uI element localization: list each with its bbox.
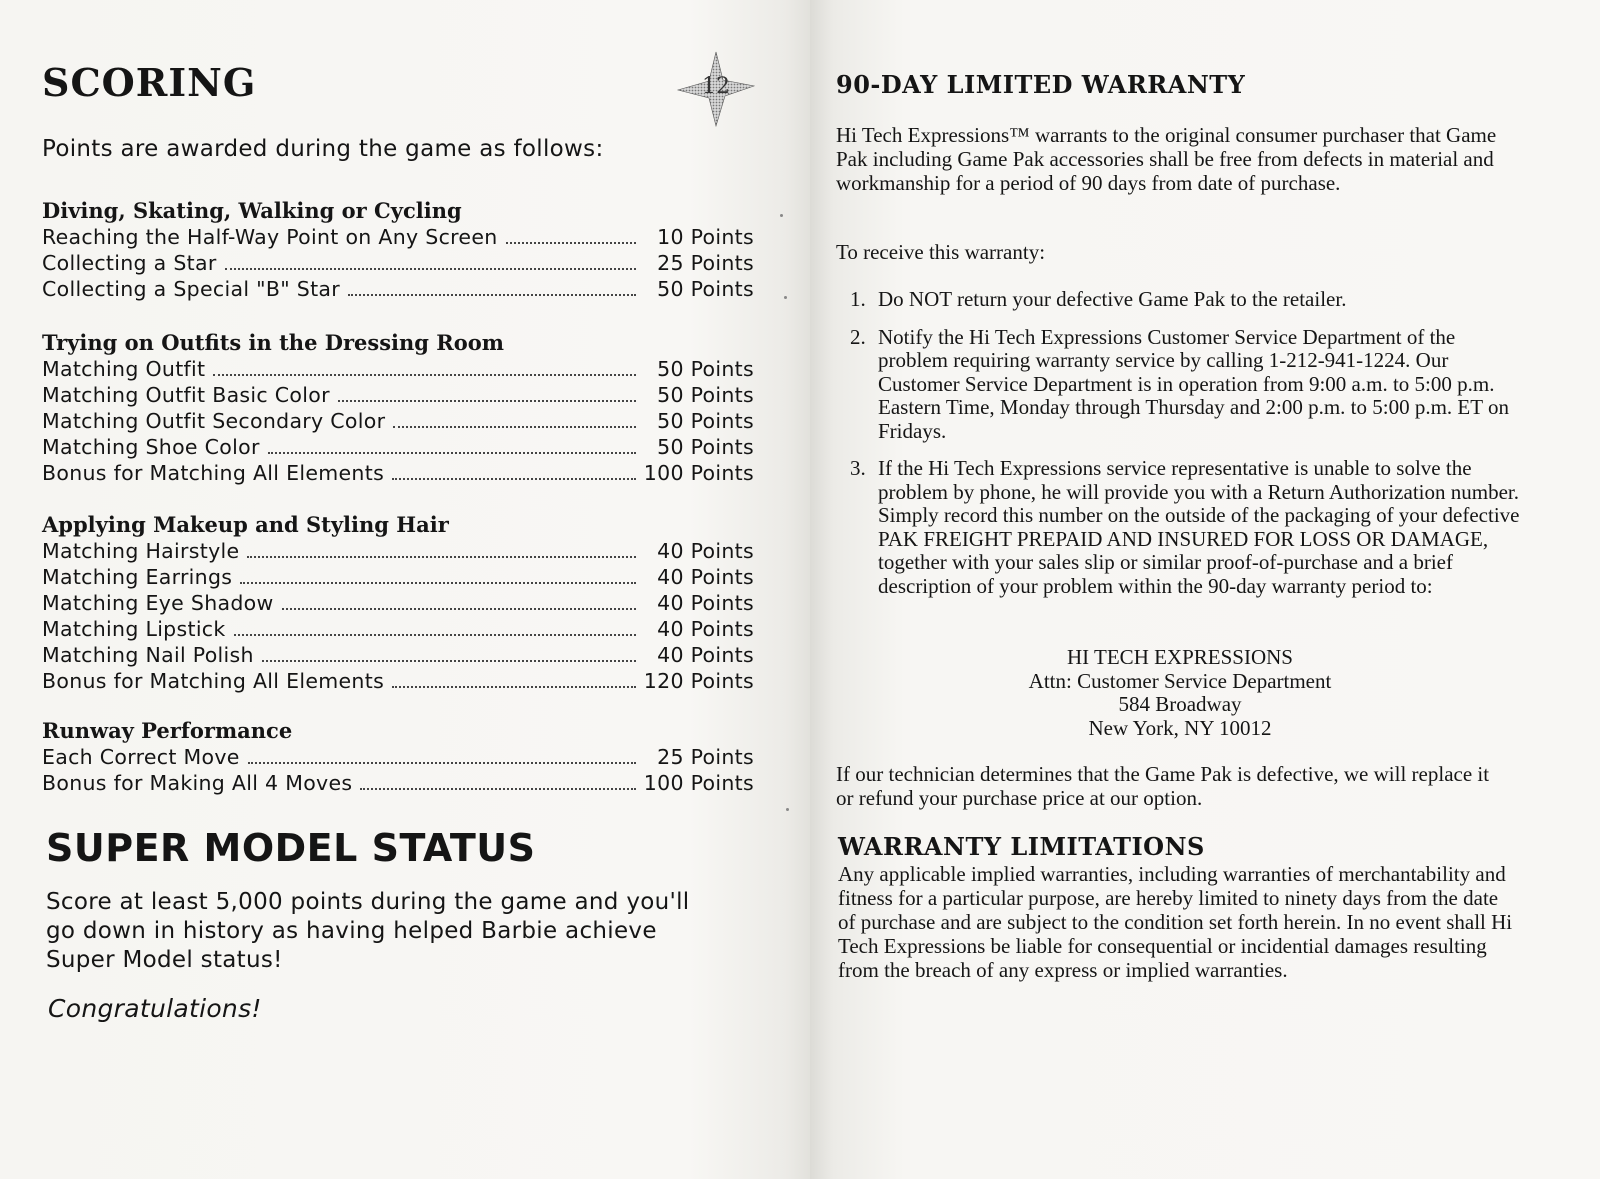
score-points: 50 Points — [657, 357, 754, 381]
score-label: Matching Outfit Basic Color — [42, 383, 330, 407]
dot-leader — [392, 478, 636, 480]
warranty-step — [850, 457, 1530, 598]
page-number: 12 — [702, 74, 730, 99]
replace-text: If our technician determines that the Game Pak is defective, we will replace it or refund your purchase price at our option. — [836, 762, 1490, 810]
score-label: Matching Nail Polish — [42, 643, 254, 667]
score-row — [42, 616, 754, 642]
scoring-intro: Points are awarded during the game as follows: — [42, 136, 604, 162]
warranty-limitations-text: Any applicable implied warranties, including warranties of merchantability and fitness for a particular purpose, are hereby limited to ninety days from the date of purchase and are subject to the condition set forth herein. In no event shall Hi Tech Expressions be liable for consequential or incidential damages resulting from the breach of any express or implied warranties. — [838, 862, 1513, 982]
scoring-title: SCORING — [42, 60, 257, 105]
warranty-limitations-title: WARRANTY LIMITATIONS — [838, 832, 1205, 861]
warranty-step — [850, 288, 1530, 312]
score-points: 40 Points — [657, 591, 754, 615]
score-label: Collecting a Special "B" Star — [42, 277, 341, 301]
print-mark — [786, 808, 789, 811]
dot-leader — [234, 634, 636, 636]
mailing-address — [980, 646, 1380, 740]
section-dressing-room — [42, 330, 754, 486]
address-line: 584 Broadway — [1118, 692, 1242, 716]
step-text: Notify the Hi Tech Expressions Customer Service Department of the problem requiring warranty service by calling 1-212-941-1224. Our Customer Service Department is in operation from 9:00 a.m. to 5:00 p.m. Eastern Time, Monday through Thursday and 2:00 p.m. to 5:00 p.m. ET on Fridays. — [878, 324, 1509, 443]
dot-leader — [262, 660, 636, 662]
dot-leader — [213, 374, 636, 376]
step-number: 3. — [850, 456, 866, 480]
score-label: Collecting a Star — [42, 251, 217, 275]
score-label: Matching Hairstyle — [42, 539, 240, 563]
section-makeup-hair — [42, 512, 754, 694]
dot-leader — [360, 788, 636, 790]
score-points: 40 Points — [657, 565, 754, 589]
score-label: Bonus for Making All 4 Moves — [42, 771, 353, 795]
dot-leader — [268, 452, 636, 454]
dot-leader — [225, 268, 636, 270]
print-mark — [784, 296, 787, 299]
score-points: 25 Points — [657, 745, 754, 769]
dot-leader — [338, 400, 636, 402]
score-row — [42, 642, 754, 668]
address-line: New York, NY 10012 — [1088, 715, 1272, 740]
score-label: Matching Outfit — [42, 357, 206, 381]
score-label: Matching Outfit Secondary Color — [42, 409, 386, 433]
dot-leader — [393, 426, 636, 428]
score-points: 25 Points — [657, 251, 754, 275]
warranty-intro: Hi Tech Expressions™ warrants to the original consumer purchaser that Game Pak including Game Pak accessories shall be free from defects in material and workmanship for a period of 90 days from date of purchase. — [836, 123, 1497, 195]
warranty-step — [850, 326, 1530, 444]
warranty-steps — [850, 288, 1530, 612]
score-points: 10 Points — [657, 225, 754, 249]
score-points: 40 Points — [657, 643, 754, 667]
dot-leader — [248, 762, 636, 764]
score-label: Each Correct Move — [42, 745, 240, 769]
score-row — [42, 564, 754, 590]
score-label: Matching Shoe Color — [42, 435, 260, 459]
step-number: 1. — [850, 287, 866, 311]
section-title: Runway Performance — [42, 718, 293, 743]
receive-warranty-label: To receive this warranty: — [836, 240, 1046, 264]
step-text: Do NOT return your defective Game Pak to the retailer. — [878, 287, 1347, 311]
section-title: Applying Makeup and Styling Hair — [42, 512, 449, 537]
score-row — [42, 460, 754, 486]
score-row — [42, 744, 754, 770]
score-points: 40 Points — [657, 617, 754, 641]
congratulations-text: Congratulations! — [48, 994, 262, 1023]
score-points: 40 Points — [657, 539, 754, 563]
dot-leader — [282, 608, 636, 610]
section-title: Diving, Skating, Walking or Cycling — [42, 198, 462, 223]
warranty-title: 90-DAY LIMITED WARRANTY — [836, 70, 1246, 99]
step-text: If the Hi Tech Expressions service representative is unable to solve the problem by phone, he will provide you with a Return Authorization number. Simply record this number on the outside of the packaging of your defective PAK FREIGHT PREPAID AND INSURED FOR LOSS OR DAMAGE, together with your sales slip or similar proof-of-purchase and a brief description of your problem within the 90-day warranty period to: — [878, 456, 1520, 598]
super-model-text: Score at least 5,000 points during the game and you'll go down in history as having helped Barbie achieve Super Model status! — [46, 889, 690, 973]
score-row — [42, 668, 754, 694]
dot-leader — [392, 686, 636, 688]
page-number-star — [676, 50, 756, 130]
print-mark — [780, 214, 783, 217]
score-row — [42, 770, 754, 796]
section-diving-skating — [42, 198, 754, 302]
section-runway — [42, 718, 754, 796]
score-points: 100 Points — [643, 461, 754, 485]
score-row — [42, 224, 754, 250]
score-points: 50 Points — [657, 277, 754, 301]
dot-leader — [506, 242, 636, 244]
step-number: 2. — [850, 324, 866, 349]
super-model-title: SUPER MODEL STATUS — [46, 826, 536, 870]
address-line: Attn: Customer Service Department — [1028, 668, 1332, 693]
dot-leader — [348, 294, 636, 296]
score-label: Bonus for Matching All Elements — [42, 461, 385, 485]
score-row — [42, 356, 754, 382]
score-label: Matching Lipstick — [42, 617, 226, 641]
score-points: 50 Points — [657, 409, 754, 433]
dot-leader — [240, 582, 636, 584]
section-title: Trying on Outfits in the Dressing Room — [42, 330, 504, 355]
score-row — [42, 590, 754, 616]
score-label: Reaching the Half-Way Point on Any Screen — [42, 225, 498, 249]
address-line: HI TECH EXPRESSIONS — [1067, 645, 1293, 669]
dot-leader — [247, 556, 636, 558]
score-row — [42, 408, 754, 434]
score-row — [42, 382, 754, 408]
score-row — [42, 250, 754, 276]
score-label: Bonus for Matching All Elements — [42, 669, 385, 693]
score-label: Matching Earrings — [42, 565, 233, 589]
score-points: 50 Points — [657, 435, 754, 459]
score-points: 120 Points — [643, 669, 754, 693]
score-points: 50 Points — [657, 383, 754, 407]
score-row — [42, 538, 754, 564]
score-points: 100 Points — [643, 771, 754, 795]
score-label: Matching Eye Shadow — [42, 591, 274, 615]
score-row — [42, 276, 754, 302]
score-row — [42, 434, 754, 460]
